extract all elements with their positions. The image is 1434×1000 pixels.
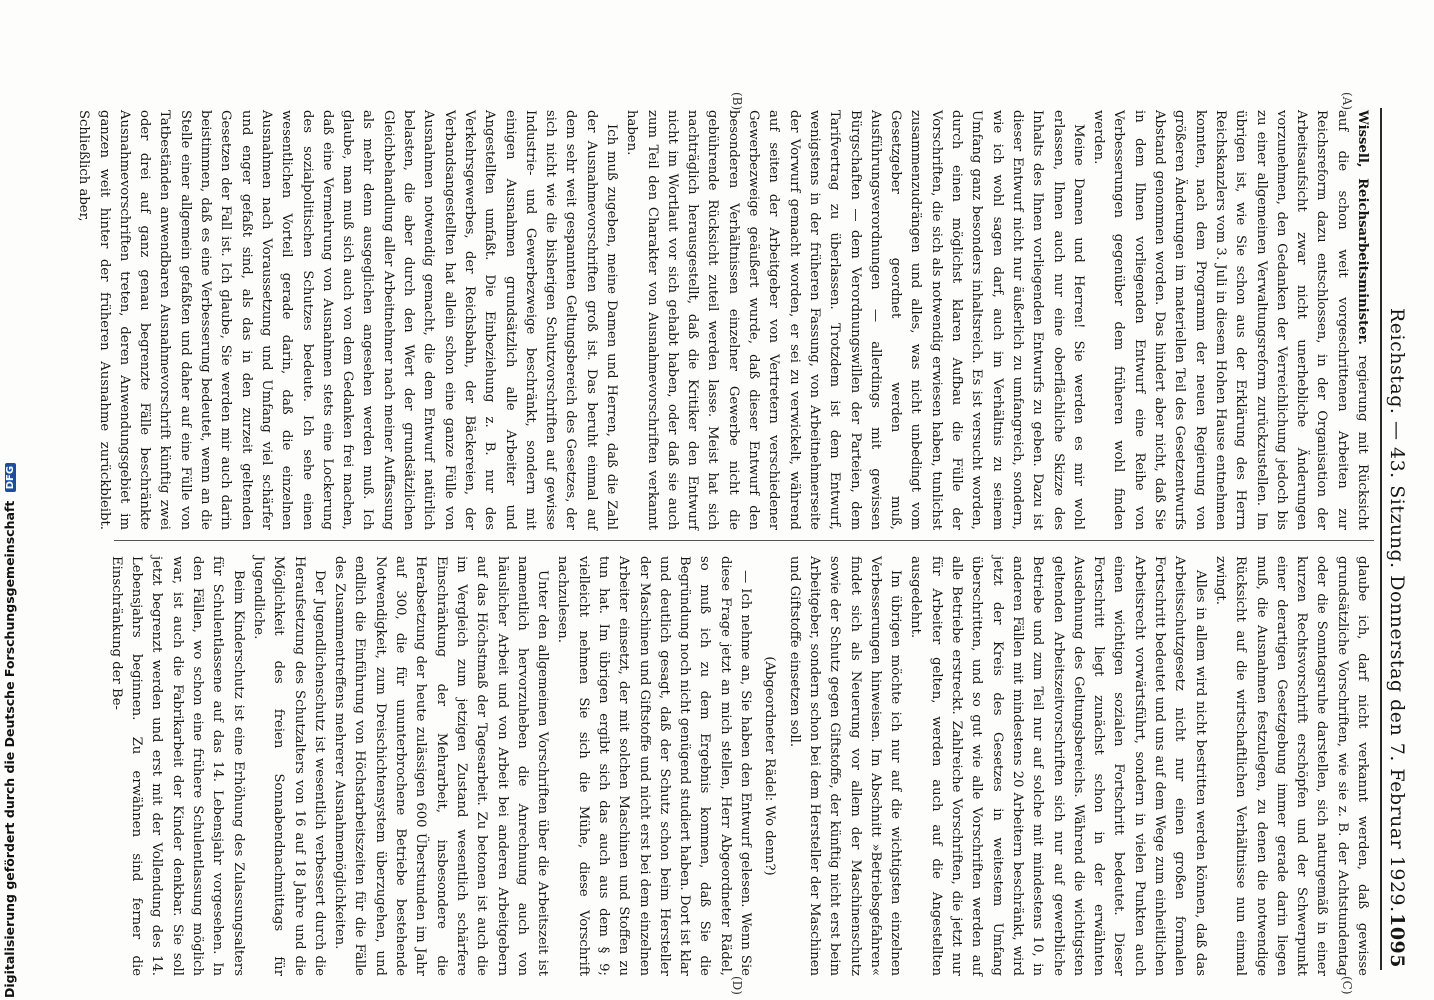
digitization-credit — [2, 0, 17, 998]
margin-mark-d: (D) — [730, 976, 744, 995]
credit-text: Digitalisierung gefördert durch die Deutsche Forschungsgemeinschaft — [2, 500, 17, 998]
paragraph: Alles in allem wird nicht bestritten werden können, daß das Arbeitsschutzgesetz nicht nur einen großen formalen Fortschritt bedeutet und uns auf dem Wege zum einheitlichen Arbeitsrecht vorwärtsführt, sondern in vielen Punkten auch einen wichtigen sozialen Fortschritt bedeutet. Dieser Fortschritt liegt zunächst schon in der erwähnten Ausdehnung des Geltungsbereichs. Während die wichtigsten geltenden Arbeitszeitvorschriften sich nur auf gewerbliche Betriebe und zum Teil nur auf solche mit mindestens 10, in anderen Fällen mit mindestens 20 Arbeitern beschränkt, wird jetzt der Kreis des Gesetzes in weitestem Umfang überschritten, und so gut wie alle Vorschriften werden auf alle Betriebe erstreckt. Zahlreiche Vorschriften, die jetzt nur für Arbeiter gelten, werden auch auf die Angestellten ausgedehnt. — [908, 556, 1208, 976]
dfg-logo-icon: DFG — [5, 463, 16, 492]
speaker-paragraph — [1088, 110, 1372, 530]
running-head-title: Reichstag. — 43. Sitzung. Donnerstag den 7. Februar 1929. — [1386, 308, 1408, 913]
paragraph: Beim Kinderschutz ist eine Erhöhung des Zulassungsalters für Schulentlassene auf das 14. Lebensjahr vorgesehen. In den Fällen, wo schon eine frühere Schulentlassung möglich war, ist auch die Fabrikarbeit der Kinder denkbar. Sie soll jetzt begrenzt werden und erst mit der Vollendung des 14. Lebensjahrs beginnen. Zu erwähnen sind ferner die Einschränkung der Be- — [108, 556, 246, 976]
column-divider — [114, 540, 1374, 541]
paragraph-text: regierung mit Rücksicht auf die schon weit vorgeschrittenen Arbeiten zur Reichsreform dazu entschlossen, in der Organisation der Arbeitsaufsicht zwar nicht unerhebliche Änderungen vorzunehmen, den Gedanken der Verreichlichung jedoch bis zu einer allgemeinen Verwaltungsreform zurückzustellen. Im übrigen ist, wie Sie schon aus der Erklärung des Herrn Reichskanzlers vom 3. Juli in diesem Hohen Hause entnehmen konnten, nach dem Programm der neuen Regierung von größeren Änderungen im materiellen Teil des Gesetzentwurfs Abstand genommen worden. Das hindert aber nicht, daß Sie in dem Ihnen vorliegenden Entwurf eine Reihe von Verbesserungen gegenüber dem früheren wohl finden werden. — [1091, 110, 1370, 530]
paragraph: Meine Damen und Herren! Sie werden es mir wohl erlassen, Ihnen auch nur eine oberflächliche Skizze des Inhalts des Ihnen vorliegenden Entwurfs zu geben. Dazu ist dieser Entwurf nicht nur äußerlich zu umfangreich, sondern, wie ich wohl sagen darf, auch im Verhältnis zu seinem Umfang ganz besonders inhaltsreich. Es ist versucht worden, durch einen möglichst klaren Aufbau die Fülle der Vorschriften, die sich als notwendig erwiesen haben, tunlichst zusammenzudrängen und alles, was nicht unbedingt vom Gesetzgeber geordnet werden muß, Ausführungsverordnungen — allerdings mit gewissen Bürgschaften — dem Verordnungswillen der Parteien, dem Tarifvertrag zu überlassen. Trotzdem ist dem Entwurf, wenigstens in der früheren Fassung, von Arbeitnehmerseite der Vorwurf gemacht worden, er sei zu verwickelt, während auf seiten der Arbeitgeber von Vertretern verschiedener Gewerbezweige geäußert wurde, daß dieser Entwurf den besonderen Verhältnissen einzelner Gewerbe nicht die gebührende Rücksicht zuteil werden lasse. Meist hat sich nachträglich herausgestellt, daß die Kritiker den Entwurf nicht im Wortlaut vor sich gehabt haben, oder daß sie auch zum Teil den Charakter von Ausnahmevorschriften verkannt haben. — [624, 110, 1086, 530]
paragraph: Im übrigen möchte ich nur auf die wichtigsten einzelnen Verbesserungen hinweisen. Im Abschnitt »Betriebsgefahren« findet sich als Neuerung vor allem der Maschinenschutz sowie der Schutz gegen Giftstoffe, der künftig nicht erst beim Arbeitgeber, sondern schon bei dem Hersteller der Maschinen und Giftstoffe einsetzen soll. — [786, 556, 904, 976]
paragraph: Der Jugendlichenschutz ist wesentlich verbessert durch die Heraufsetzung des Schutzalters von 16 auf 18 Jahre und die Möglichkeit des freien Sonnabendnachmittags für Jugendliche. — [250, 556, 327, 976]
margin-mark-b: (B) — [730, 92, 744, 111]
paragraph: — Ich nehme an, Sie haben den Entwurf gelesen. Wenn Sie diese Frage jetzt an mich stellen, Herr Abgeordneter Rädel, so muß ich zu dem Ergebnis kommen, daß Sie die Begründung noch nicht genügend studiert haben. Dort ist klar und deutlich gesagt, daß der Schutz schon beim Hersteller der Maschinen und Giftstoffe und nicht erst bei dem einzelnen Arbeiter einsetzt, der mit solchen Maschinen und Stoffen zu tun hat. Im übrigen ergibt sich das auch aus dem § 9; vielleicht nehmen Sie sich die Mühe, diese Vorschrift nachzulesen. — [555, 556, 754, 976]
paragraph: Ich muß zugeben, meine Damen und Herren, daß die Zahl der Ausnahmevorschriften groß ist. Das beruht einmal auf dem sehr weit gespannten Geltungsbereich des Gesetzes, der sich nicht wie die bisherigen Schutzvorschriften auf gewisse Industrie- und Gewerbezweige beschränkt, sondern mit einigen Ausnahmen grundsätzlich alle Arbeiter und Angestellten umfaßt. Die Einbeziehung z. B. nur des Verkehrsgewerbes, der Reichsbahn, der Bäckereien, der Verbandsangestellten hat allein schon eine ganze Fülle von Ausnahmen notwendig gemacht, die dem Entwurf natürlich belasten, die aber durch den Wert der grundsätzlichen Gleichbehandlung aller Arbeitnehmer nach meiner Auffassung als mehr denn ausgeglichen angesehen werden muß. Ich glaube, man muß sich auch von dem Gedanken frei machen, daß eine Vermehrung von Ausnahmen stets eine Lockerung des sozialpolitischen Schutzes bedeute. Ich sehe einen wesentlichen Vorteil gerade darin, daß die einzelnen Ausnahmen nach Voraussetzung und Umfang viel schärfer und enger gefaßt sind, als das in den zurzeit geltenden Gesetzen der Fall ist. Ich glaube, Sie werden mir auch darin beistimmen, daß es eine Verbesserung bedeutet, wenn an die Stelle einer allgemein gefaßten und daher auf eine Fülle von Tatbeständen anwendbaren Ausnahmevorschrift künftig zwei oder drei auf ganz genau begrenzte Fälle beschränkte Ausnahmevorschriften treten, deren Anwendungsgebiet im ganzen weit hinter der früheren Ausnahme zurückbleibt. Schließlich aber, — [76, 110, 620, 530]
paragraph: Unter den allgemeinen Vorschriften über die Arbeitszeit ist namentlich hervorzuheben die Anrechnung auch von häuslicher Arbeit und von Arbeit bei anderen Arbeitgebern auf das Höchstmaß der Tagesarbeit. Zu betonen ist auch die im Vergleich zum jetzigen Zustand wesentlich schärfere Einschränkung der Mehrarbeit, insbesondere die Herabsetzung der heute zulässigen 600 Überstunden im Jahr auf 300, die für ununterbrochene Betriebe bestehende Notwendigkeit, zum Dreischichtensystem überzugehen, und endlich die Einführung von Höchstarbeitszeiten für die Fälle des Zusammentreffens mehrerer Ausnahmemöglichkeiten. — [332, 556, 551, 976]
paragraph: glaube ich, darf nicht verkannt werden, daß gewisse grundsätzliche Vorschriften, wie sie z. B. der Achtstundentag oder die Sonntagsruhe darstellen, sich naturgemäß in einer kurzen Rechtsvorschrift erschöpfen und der Schwerpunkt einer derartigen Gesetzgebung immer gerade darin liegen muß, die Ausnahmen festzulegen, zu denen die notwendige Rücksicht auf die wirtschaftlichen Verhältnisse nun einmal zwingt. — [1212, 556, 1370, 976]
header-rule — [1380, 108, 1382, 970]
interjection: (Abgeordneter Rädel: Wo denn?) — [762, 656, 778, 876]
left-column — [76, 110, 1372, 530]
page-number: 1095 — [1386, 913, 1408, 968]
speaker-name: Wissell, Reichsarbeitsminister. — [1355, 110, 1370, 345]
right-column — [108, 556, 1372, 976]
margin-mark-a: (A) — [1340, 92, 1354, 111]
margin-mark-c: (C) — [1340, 976, 1354, 995]
running-head — [1382, 108, 1412, 968]
